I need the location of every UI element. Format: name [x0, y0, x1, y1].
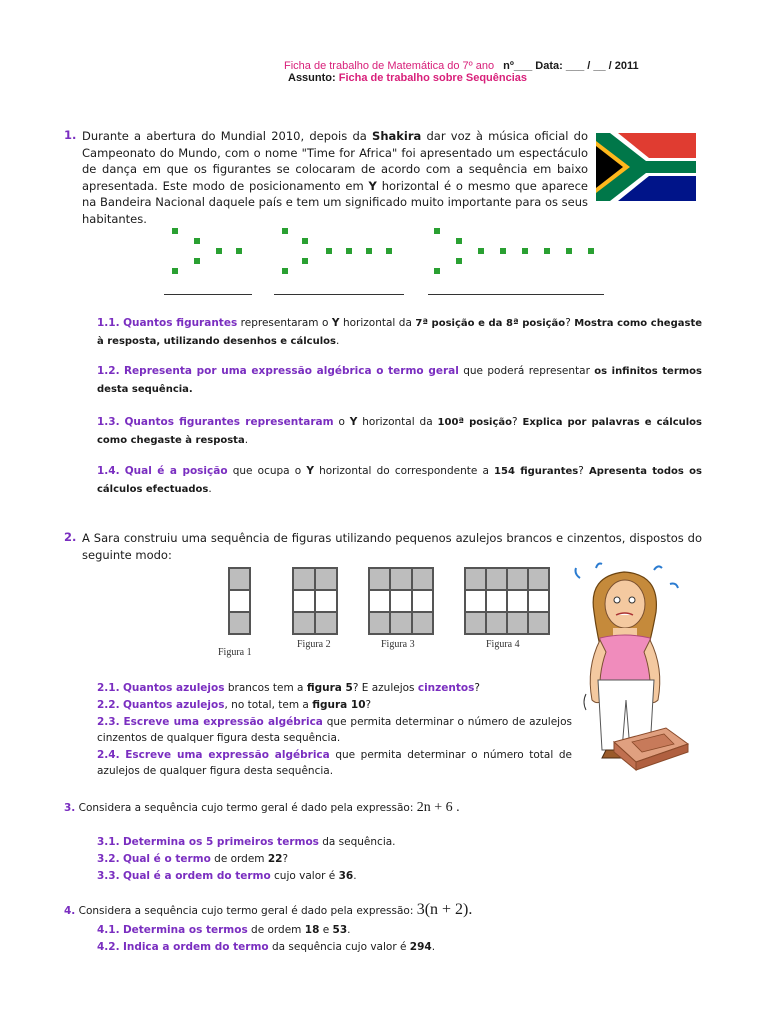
subquestion-number: 4.1.: [97, 924, 120, 936]
text-run-purple: Qual é a ordem do termo: [122, 870, 271, 882]
dot: [434, 268, 440, 274]
question-3-2: [97, 851, 697, 868]
answer-line[interactable]: [274, 294, 404, 295]
text-run: horizontal da: [357, 416, 438, 428]
text-run-purple: Determina os 5 primeiros termos: [122, 836, 319, 848]
y-sequence-figures: [160, 226, 610, 301]
subquestion-number: 3.2.: [97, 853, 120, 865]
header-line-1: [284, 60, 704, 72]
gray-tile: [369, 612, 390, 634]
text-run: brancos tem a: [224, 682, 307, 694]
gray-tile: [507, 568, 528, 590]
text-run-purple: Qual é a posição: [124, 465, 228, 477]
text-run: o: [333, 416, 350, 428]
question-text: [82, 128, 588, 227]
text-run: ?: [474, 682, 480, 694]
dot: [588, 248, 594, 254]
text-run-bold: Shakira: [372, 129, 422, 143]
dot: [386, 248, 392, 254]
figure-caption: Figura 1: [218, 647, 252, 658]
question-text: Considera a sequência cujo termo geral é dado pela expressão:: [78, 905, 417, 917]
text-run: ? E azulejos: [352, 682, 418, 694]
question-3-1: [97, 834, 697, 851]
dot: [172, 268, 178, 274]
dot: [522, 248, 528, 254]
gray-tile: [486, 612, 507, 634]
dot: [216, 248, 222, 254]
text-run-purple: Indica a ordem do termo: [122, 941, 269, 953]
dot: [434, 228, 440, 234]
text-run-bold: 22: [267, 853, 283, 865]
text-run-bold: 53: [332, 924, 348, 936]
gray-tile: [293, 568, 315, 590]
white-tile: [465, 590, 486, 612]
gray-tile: [486, 568, 507, 590]
subquestion-number: 2.4.: [97, 748, 120, 761]
text-run-bold: 36: [338, 870, 354, 882]
text-run: cujo valor é: [270, 870, 339, 882]
dot: [236, 248, 242, 254]
text-run: .: [353, 870, 357, 882]
text-run-purple: Escreve uma expressão algébrica: [123, 715, 323, 728]
dot: [194, 258, 200, 264]
question-2-3: [97, 714, 572, 747]
text-run-purple: Quantos figurantes representaram: [124, 416, 334, 428]
text-run: .: [244, 433, 249, 446]
subquestion-number: 4.2.: [97, 941, 120, 953]
question-text: Considera a sequência cujo termo geral é dado pela expressão:: [78, 802, 417, 814]
tile-figure-4: [464, 567, 550, 635]
general-term-expression: 3(n + 2).: [416, 901, 473, 918]
gray-tile: [390, 568, 411, 590]
subquestion-number: 2.1.: [97, 682, 120, 694]
text-run-bold: 154 figurantes: [494, 466, 579, 477]
question-1-3: [97, 414, 702, 449]
text-run: .: [335, 334, 340, 347]
text-run-bold: os infinitos termos desta sequência.: [97, 366, 703, 395]
text-run-bold: figura 10: [312, 698, 366, 711]
text-run: ?: [565, 317, 575, 329]
gray-tile: [465, 612, 486, 634]
white-tile: [528, 590, 549, 612]
white-tile: [412, 590, 433, 612]
text-run: .: [347, 924, 351, 936]
text-run-purple: Escreve uma expressão algébrica: [125, 748, 330, 761]
text-run: representaram o: [237, 317, 332, 329]
text-run-purple: cinzentos: [417, 682, 475, 694]
gray-tile: [229, 612, 250, 634]
subquestion-number: 1.1.: [97, 317, 120, 329]
text-run: que permita determinar o número total de azulejos de qualquer figura desta sequência.: [97, 748, 572, 778]
text-run-bold: Explica por palavras e cálculos como chegaste à resposta: [97, 417, 703, 446]
gray-tile: [229, 568, 250, 590]
dot: [172, 228, 178, 234]
dot: [326, 248, 332, 254]
text-run-bold: 294: [409, 941, 432, 953]
dot: [478, 248, 484, 254]
dot: [366, 248, 372, 254]
subquestion-number: 3.1.: [97, 836, 120, 848]
text-run: da sequência.: [318, 836, 396, 848]
question-number: 2.: [64, 530, 77, 544]
tile-figure-2: [292, 567, 338, 635]
text-run-bold: Y: [331, 317, 340, 329]
dot: [282, 268, 288, 274]
figure-caption: Figura 2: [297, 639, 331, 650]
text-run-purple: Determina os termos: [122, 924, 248, 936]
white-tile: [229, 590, 250, 612]
question-3: [64, 800, 704, 816]
text-run: .: [208, 482, 212, 495]
tile-figure-3: [368, 567, 434, 635]
gray-tile: [293, 612, 315, 634]
gray-tile: [412, 568, 433, 590]
text-run: Durante a abertura do Mundial 2010, depois da: [82, 129, 373, 143]
dot: [456, 258, 462, 264]
question-4-subquestions: [97, 922, 697, 956]
dot: [302, 238, 308, 244]
question-3-3: [97, 868, 697, 885]
text-run: .: [431, 941, 436, 953]
dot: [194, 238, 200, 244]
question-text: A Sara construiu uma sequência de figuras utilizando pequenos azulejos brancos e cinzentos, dispostos do seguinte modo:: [82, 531, 702, 562]
tile-figure-1: [228, 567, 251, 635]
text-run-bold: 18: [304, 924, 320, 936]
header-number-date: nº___ Data: ___ / __ / 2011: [503, 60, 639, 72]
text-run-bold: Mostra como chegaste à resposta, utilizando desenhos e cálculos: [97, 318, 703, 347]
question-number: 4.: [64, 905, 76, 917]
question-2-4: [97, 747, 572, 780]
answer-line[interactable]: [428, 294, 604, 295]
subquestion-number: 3.3.: [97, 870, 120, 882]
question-3-subquestions: [97, 834, 697, 885]
text-run: de ordem: [247, 924, 305, 936]
text-run-bold: Y: [306, 465, 314, 477]
question-2-1: [97, 680, 572, 697]
question-1-4: [97, 463, 702, 498]
question-1-2: [97, 363, 702, 398]
dot: [346, 248, 352, 254]
text-run-bold: 7ª posição e da 8ª posição: [415, 318, 566, 329]
header-subject-label: Assunto:: [288, 72, 336, 84]
text-run-bold: Y: [368, 178, 377, 193]
text-run: que poderá representar: [458, 365, 595, 377]
question-4: [64, 902, 704, 919]
dot: [456, 238, 462, 244]
text-run: que ocupa o: [227, 465, 307, 477]
question-2-2: [97, 697, 572, 714]
header-title: Ficha de trabalho de Matemática do 7º ano: [284, 60, 495, 72]
text-run: e: [319, 924, 333, 936]
dot: [566, 248, 572, 254]
question-2: [64, 530, 702, 563]
subquestion-number: 2.3.: [97, 715, 120, 728]
general-term-expression: 2n + 6 .: [416, 800, 460, 815]
subquestion-number: 1.3.: [97, 416, 120, 428]
question-number: 1.: [64, 128, 77, 142]
text-run: ?: [578, 465, 589, 477]
text-run: da sequência cujo valor é: [268, 941, 410, 953]
gray-tile: [390, 612, 411, 634]
dot: [544, 248, 550, 254]
subquestion-number: 1.2.: [97, 365, 120, 377]
gray-tile: [315, 568, 337, 590]
dot: [500, 248, 506, 254]
text-run-bold: Y: [349, 416, 358, 428]
text-run: dar voz à música oficial do Campeonato do Mundo, com o nome "Time for Africa" foi apresentado um espectáculo de dança em que os figurantes se colocaram de acordo com a sequência em baixo apresentada. Este modo de posicionamento em: [82, 129, 589, 193]
text-run-purple: Qual é o termo: [122, 853, 211, 865]
south-africa-flag: [596, 133, 696, 201]
dot: [282, 228, 288, 234]
gray-tile: [528, 568, 549, 590]
text-run: que permita determinar o número de azulejos cinzentos de qualquer figura desta sequência.: [97, 715, 572, 745]
header-subject-value: Ficha de trabalho sobre Sequências: [338, 72, 528, 84]
white-tile: [507, 590, 528, 612]
text-run: ?: [365, 698, 372, 711]
text-run: , no total, tem a: [224, 698, 313, 711]
question-1: [64, 128, 588, 227]
brick-illustration: [608, 724, 692, 772]
text-run: ?: [282, 853, 289, 865]
worksheet-header: [284, 60, 704, 84]
text-run-purple: Representa por uma expressão algébrica o termo geral: [123, 365, 459, 377]
white-tile: [293, 590, 315, 612]
header-line-2: [284, 72, 704, 84]
text-run-bold: Apresenta todos os cálculos efectuados: [97, 466, 702, 495]
gray-tile: [369, 568, 390, 590]
gray-tile: [528, 612, 549, 634]
subquestion-number: 1.4.: [97, 465, 120, 477]
figure-caption: Figura 3: [381, 639, 415, 650]
subquestion-number: 2.2.: [97, 698, 120, 711]
dot: [302, 258, 308, 264]
question-1-1: [97, 315, 702, 350]
question-4-2: [97, 939, 697, 956]
text-run: horizontal é o mesmo que aparece na Bandeira Nacional daquele país e tem um significado muito importante para os seus habitantes.: [82, 178, 588, 226]
question-4-1: [97, 922, 697, 939]
white-tile: [369, 590, 390, 612]
text-run-purple: Quantos figurantes: [123, 317, 238, 329]
gray-tile: [507, 612, 528, 634]
figure-caption: Figura 4: [486, 639, 520, 650]
white-tile: [486, 590, 507, 612]
text-run-bold: 100ª posição: [437, 417, 513, 428]
text-run: horizontal do correspondente a: [313, 465, 495, 477]
question-number: 3.: [64, 802, 76, 814]
text-run-purple: Quantos azulejos: [122, 682, 225, 694]
gray-tile: [315, 612, 337, 634]
text-run-purple: Quantos azulejos: [122, 698, 225, 711]
answer-line[interactable]: [164, 294, 252, 295]
text-run-bold: figura 5: [306, 682, 353, 694]
white-tile: [315, 590, 337, 612]
text-run: horizontal da: [339, 317, 416, 329]
white-tile: [390, 590, 411, 612]
text-run: ?: [512, 416, 523, 428]
text-run: de ordem: [210, 853, 268, 865]
gray-tile: [465, 568, 486, 590]
question-2-subquestions: [97, 680, 572, 780]
gray-tile: [412, 612, 433, 634]
